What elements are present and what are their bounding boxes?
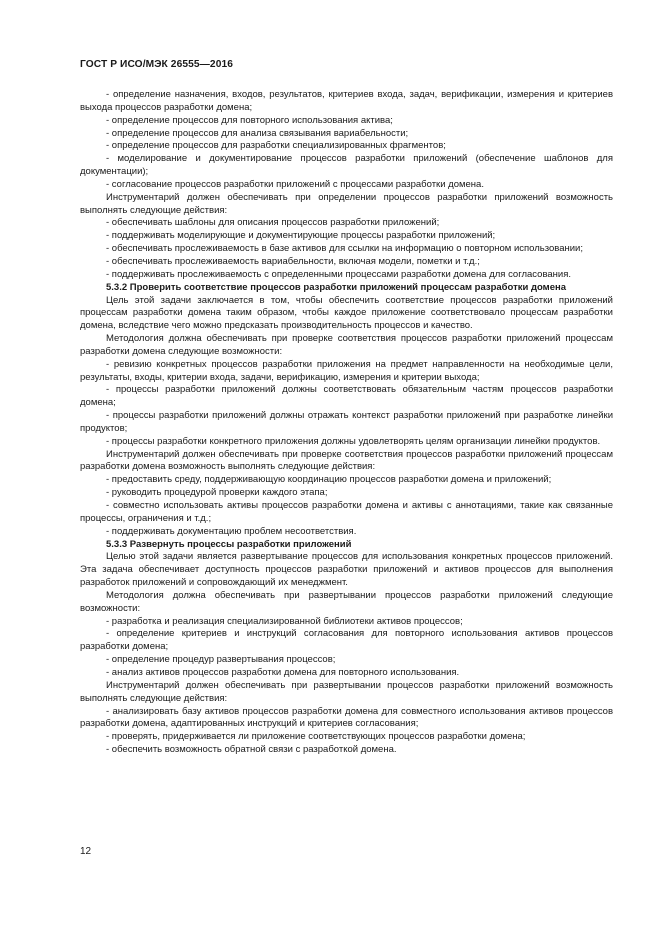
paragraph: Цель этой задачи заключается в том, чтобы обеспечить соответствие процессов разработки приложений процессам разработки домена таким образом, чтобы каждое приложение соответствовало процессам разработки домена, вследствие чего можно предсказать производительность процессов и качество. — [80, 294, 613, 332]
paragraph: - определение процедур развертывания процессов; — [106, 654, 336, 666]
paragraph: - поддерживать прослеживаемость с определенными процессами разработки домена для согласования. — [106, 268, 572, 280]
page-number: 12 — [80, 846, 92, 857]
paragraph: - анализировать базу активов процессов разработки домена для совместного использования активов процессов разработки домена, адаптированных инструкций и критериев согласования; — [80, 705, 613, 730]
paragraph: Инструментарий должен обеспечивать при определении процессов разработки приложений возможность выполнять следующие действия: — [80, 191, 613, 216]
paragraph: - поддерживать документацию проблем несоответствия. — [106, 525, 357, 537]
paragraph: - проверять, придерживается ли приложение соответствующих процессов разработки домена; — [106, 731, 526, 743]
paragraph: - предоставить среду, поддерживающую координацию процессов разработки домена и приложений; — [106, 474, 552, 486]
paragraph: - определение процессов для анализа связывания вариабельности; — [106, 127, 409, 139]
paragraph: Инструментарий должен обеспечивать при развертывании процессов разработки приложений возможность выполнять следующие действия: — [80, 679, 613, 704]
paragraph: - анализ активов процессов разработки домена для повторного использования. — [106, 666, 460, 678]
paragraph: - обеспечить возможность обратной связи с разработкой домена. — [106, 744, 397, 756]
paragraph: - обеспечивать прослеживаемость вариабельности, включая модели, пометки и т.д.; — [106, 255, 480, 267]
paragraph: - моделирование и документирование процессов разработки приложений (обеспечение шаблонов для документации); — [80, 153, 613, 178]
paragraph: - определение процессов для разработки специализированных фрагментов; — [106, 140, 446, 152]
paragraph: Инструментарий должен обеспечивать при проверке соответствия процессов разработки приложений процессам разработки домена возможность выполнять следующие действия: — [80, 448, 613, 473]
paragraph: - обеспечивать прослеживаемость в базе активов для ссылки на информацию о повторном использовании; — [106, 243, 584, 255]
paragraph: - обеспечивать шаблоны для описания процессов разработки приложений; — [106, 217, 440, 229]
paragraph: - разработка и реализация специализированной библиотеки активов процессов; — [106, 615, 463, 627]
paragraph: - ревизию конкретных процессов разработки приложения на предмет направленности на необходимые цели, результаты, входы, критерии входа, задачи, верификацию, измерения и критерии выхода; — [80, 358, 613, 383]
document-body — [80, 89, 613, 757]
paragraph: - определение назначения, входов, результатов, критериев входа, задач, верификации, измерения и критериев выхода процессов разработки домена; — [80, 89, 613, 113]
paragraph: - поддерживать моделирующие и документирующие процессы разработки приложений; — [106, 230, 496, 242]
section-heading: 5.3.3 Развернуть процессы разработки приложений — [106, 538, 352, 550]
paragraph: - определение процессов для повторного использования актива; — [106, 114, 393, 126]
paragraph: - руководить процедурой проверки каждого этапа; — [106, 487, 328, 499]
paragraph: - совместно использовать активы процессов разработки домена и активы с аннотациями, такие как связанные процессы, ограничения и т.д.; — [80, 500, 613, 524]
document-header: ГОСТ Р ИСО/МЭК 26555—2016 — [80, 59, 233, 70]
paragraph: - процессы разработки приложений должны соответствовать обязательным частям процессов разработки домена; — [80, 384, 613, 409]
paragraph: Методология должна обеспечивать при развертывании процессов разработки приложений следующие возможности: — [80, 589, 613, 614]
paragraph: Методология должна обеспечивать при проверке соответствия процессов разработки приложений процессам разработки домена следующие возможности: — [80, 333, 613, 357]
paragraph: - определение критериев и инструкций согласования для повторного использования активов процессов разработки домена; — [80, 628, 613, 653]
paragraph: - процессы разработки конкретного приложения должны удовлетворять целям организации линейки продуктов. — [106, 435, 601, 447]
section-heading: 5.3.2 Проверить соответствие процессов разработки приложений процессам разработки домена — [106, 281, 567, 293]
paragraph: - согласование процессов разработки приложений с процессами разработки домена. — [106, 178, 484, 190]
paragraph: Целью этой задачи является развертывание процессов для использования конкретных процессов приложений. Эта задача обеспечивает доступность процессов разработки приложений и активов процессов для выполнения разработок приложений и сопровождающий их менеджмент. — [80, 551, 613, 589]
paragraph: - процессы разработки приложений должны отражать контекст разработки приложений при разработке линейки продуктов; — [80, 410, 613, 434]
